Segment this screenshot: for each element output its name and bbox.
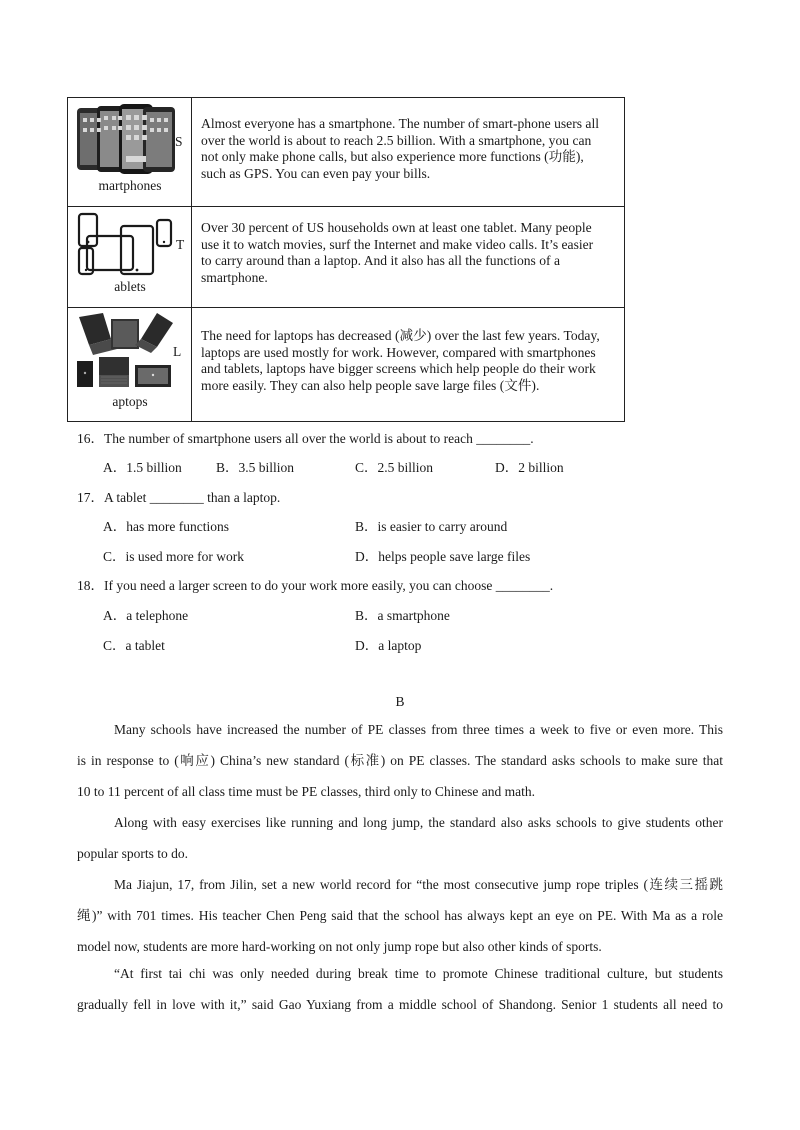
description-line: use it to watch movies, surf the Internet and make video calls. It’s easier [201, 236, 594, 252]
paragraph-line: gradually fell in love with it,” said Gao Yuxiang from a middle school of Shandong. Senior 1 students all need to [77, 997, 723, 1013]
table-row-smartphones [68, 98, 624, 207]
laptops-image [77, 313, 175, 391]
device-name-rest: aptops [112, 394, 148, 409]
question-stem: 18．If you need a larger screen to do your work more easily, you can choose ________. [77, 578, 554, 593]
description-line: not only make phone calls, but also experience more functions (功能), [201, 149, 584, 165]
table-row-tablets [68, 207, 624, 308]
device-initial-letter: L [173, 344, 182, 359]
paragraph-1 [77, 714, 723, 808]
description-line: Over 30 percent of US households own at least one tablet. Many people [201, 220, 592, 235]
option-d[interactable]: D．helps people save large files [355, 549, 531, 564]
description-line: laptops are used mostly for work. However, compared with smartphones [201, 344, 596, 360]
device-initial-letter: S [175, 134, 183, 149]
option-d[interactable]: D．2 billion [495, 460, 564, 475]
image-cell [68, 98, 192, 206]
description-line: and tablets, laptops have bigger screens which help people do their work [201, 361, 596, 377]
option-c[interactable]: C．2.5 billion [355, 460, 434, 475]
paragraph-3 [77, 869, 723, 963]
option-c[interactable]: C．is used more for work [103, 549, 244, 564]
option-b[interactable]: B．3.5 billion [216, 460, 295, 475]
option-a[interactable]: A．has more functions [103, 519, 229, 534]
description-line: to carry around than a laptop. And it also has all the functions of a [201, 253, 561, 269]
option-d[interactable]: D．a laptop [355, 638, 422, 653]
paragraph-line: Along with easy exercises like running and long jump, the standard also asks schools to give students other [114, 815, 723, 830]
paragraph-line: 绳)” with 701 times. His teacher Chen Peng said that the school has always kept an eye on PE. With Ma as a role [77, 908, 723, 924]
paragraph-line: Ma Jiajun, 17, from Jilin, set a new world record for “the most consecutive jump rope triples (连续三摇跳 [114, 877, 723, 892]
option-a[interactable]: A．a telephone [103, 608, 189, 623]
devices-table [67, 97, 625, 422]
description-line: over the world is about to reach 2.5 billion. With a smartphone, you can [201, 132, 592, 148]
paragraph-4 [77, 958, 723, 1020]
option-b[interactable]: B．is easier to carry around [355, 519, 508, 534]
device-description [201, 116, 614, 182]
section-heading: B [395, 694, 405, 709]
description-line: such as GPS. You can even pay your bills. [201, 165, 431, 181]
question-stem: 17．A tablet ________ than a laptop. [77, 490, 281, 505]
tablets-image [77, 212, 175, 278]
paragraph-line: “At first tai chi was only needed during break time to promote Chinese traditional culture, but students [114, 966, 723, 981]
device-name-rest: martphones [98, 178, 162, 193]
table-row-laptops [68, 308, 624, 421]
paragraph-line: popular sports to do. [77, 846, 188, 862]
paragraph-line: model now, students are more hard-working on not only jump rope but also other kinds of sports. [77, 939, 602, 955]
paragraph-line: is in response to (响应) China’s new standard (标准) on PE classes. The standard asks schools to make sure that [77, 753, 723, 769]
paragraph-line: 10 to 11 percent of all class time must be PE classes, third only to Chinese and math. [77, 784, 536, 800]
option-a[interactable]: A．1.5 billion [103, 460, 182, 475]
paragraph-line: Many schools have increased the number of PE classes from three times a week to five or even more. This [114, 722, 723, 737]
option-c[interactable]: C．a tablet [103, 638, 165, 653]
device-description [201, 220, 614, 286]
description-line: more easily. They can also help people save large files (文件). [201, 377, 540, 393]
paragraph-2 [77, 807, 723, 869]
device-description [201, 328, 614, 394]
description-line: The need for laptops has decreased (减少) over the last few years. Today, [201, 328, 600, 343]
device-name-rest: ablets [114, 279, 146, 294]
image-cell [68, 308, 192, 421]
question-stem: 16．The number of smartphone users all over the world is about to reach ________. [77, 431, 534, 446]
device-initial-letter: T [176, 237, 185, 252]
smartphones-image [77, 104, 175, 174]
option-b[interactable]: B．a smartphone [355, 608, 450, 623]
description-line: smartphone. [201, 269, 268, 285]
image-cell [68, 207, 192, 307]
description-line: Almost everyone has a smartphone. The number of smart-phone users all [201, 116, 600, 131]
